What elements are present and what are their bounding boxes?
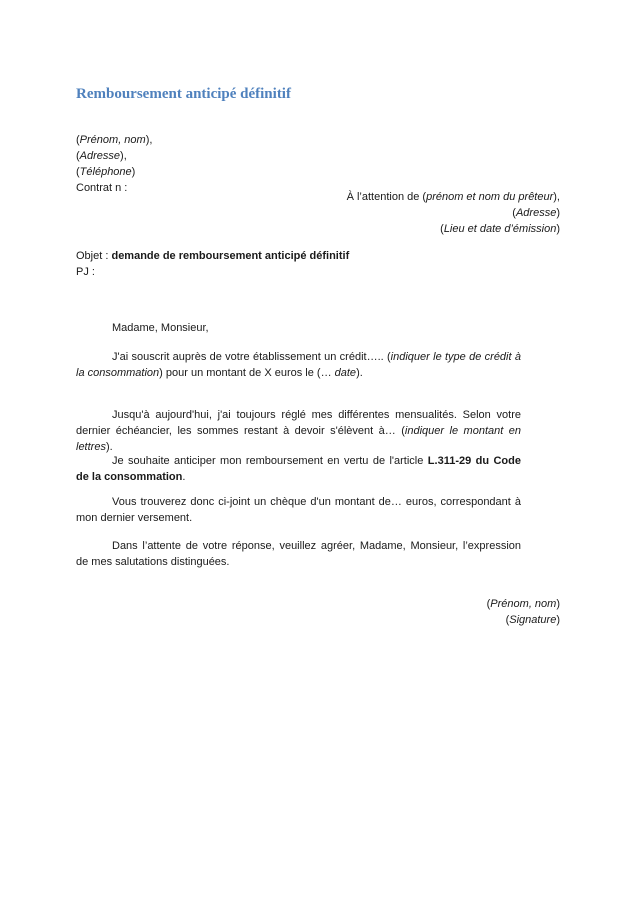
recipient-address-line: (Adresse)	[512, 207, 560, 219]
recipient-block	[347, 189, 560, 237]
place-date: Lieu et date d’émission	[443, 223, 557, 235]
object-line	[76, 248, 349, 264]
recipient-name: prénom et nom du prêteur	[426, 191, 554, 203]
place-date-line: (Lieu et date d’émission)	[440, 223, 560, 235]
closing-name: Prénom, nom	[490, 598, 557, 610]
sender-block	[76, 132, 152, 196]
recipient-address: Adresse	[515, 207, 557, 219]
object-block	[76, 248, 349, 280]
sender-name-line: (Prénom, nom),	[76, 134, 153, 146]
salutation: Madame, Monsieur,	[112, 322, 209, 334]
contract-number: Contrat n :	[76, 182, 128, 194]
object-value: demande de remboursement anticipé définitif	[111, 250, 350, 262]
signature-block	[487, 596, 560, 628]
paragraph-legal-basis: Je souhaite anticiper mon remboursement en vertu de l'article L.311-29 du Code de la consommation.	[76, 455, 521, 483]
attachments-line: PJ :	[76, 266, 95, 278]
paragraph-cheque: Vous trouverez donc ci-joint un chèque d'un montant de… euros, correspondant à mon dernier versement.	[76, 496, 521, 524]
closing-name-line: (Prénom, nom)	[486, 598, 560, 610]
signature: Signature	[509, 614, 557, 626]
paragraph-closing-formula: Dans l’attente de votre réponse, veuillez agréer, Madame, Monsieur, l’expression de mes salutations distinguées.	[76, 540, 521, 568]
sender-phone: Téléphone	[79, 166, 132, 178]
sender-name: Prénom, nom	[79, 134, 146, 146]
signature-line: (Signature)	[505, 614, 560, 626]
sender-phone-line: (Téléphone)	[76, 166, 136, 178]
object-label: Objet :	[76, 250, 112, 262]
document-title: Remboursement anticipé définitif	[76, 86, 291, 102]
recipient-attention-line: À l’attention de (prénom et nom du prêteur),	[346, 191, 560, 203]
sender-address: Adresse	[79, 150, 121, 162]
sender-address-line: (Adresse),	[76, 150, 127, 162]
paragraph-payments: Jusqu'à aujourd'hui, j'ai toujours réglé mes différentes mensualités. Selon votre dernier échéancier, les sommes restant à devoir s'élèvent à… (indiquer le montant en lettres).	[76, 409, 521, 453]
paragraph-credit: J'ai souscrit auprès de votre établissement un crédit….. (indiquer le type de crédit à la consommation) pour un montant de X euros le (… date).	[76, 351, 521, 379]
